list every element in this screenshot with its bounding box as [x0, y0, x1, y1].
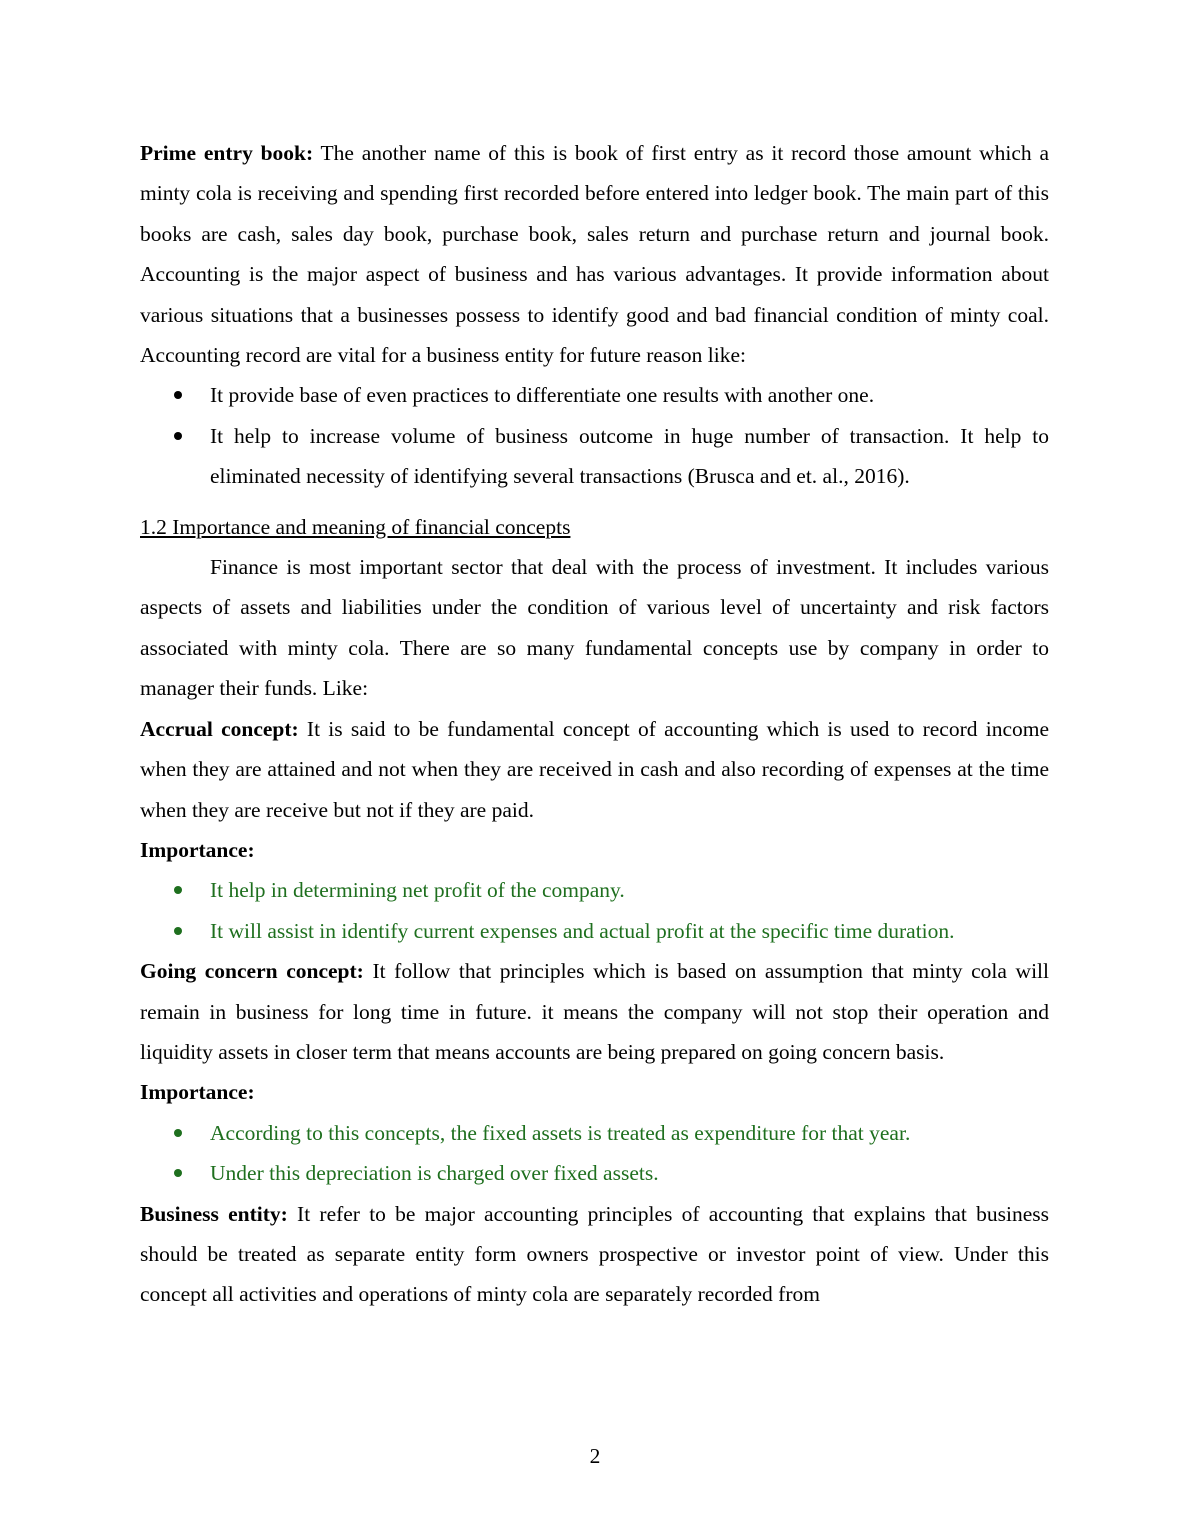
list-item [140, 416, 1049, 497]
going-concern-label: Going concern concept: [140, 959, 364, 984]
bullet-icon [174, 391, 182, 399]
page-number: 2 [589, 1444, 601, 1468]
bullet-icon [174, 1169, 182, 1177]
bullet-icon [174, 927, 182, 935]
list-item-text: It help in determining net profit of the company. [210, 878, 625, 903]
accrual-label: Accrual concept: [140, 716, 299, 741]
section-intro-paragraph: Finance is most important sector that deal with the process of investment. It includes various aspects of assets and liabilities under the condition of various level of uncertainty and risk factors associated with minty cola. There are so many fundamental concepts use by company in order to manager their funds. Like: [140, 555, 1049, 701]
prime-entry-bullet-list [140, 375, 1049, 496]
list-item-text: According to this concepts, the fixed assets is treated as expenditure for that year. [210, 1120, 911, 1145]
accrual-paragraph [140, 709, 1049, 830]
prime-entry-paragraph [140, 133, 1049, 375]
business-entity-label: Business entity: [140, 1201, 288, 1226]
list-item [140, 375, 1049, 415]
going-concern-importance-label: Importance: [140, 1080, 255, 1105]
section-heading: 1.2 Importance and meaning of financial concepts [140, 514, 571, 539]
going-concern-paragraph [140, 951, 1049, 1072]
list-item [140, 911, 1049, 951]
list-item-text: It will assist in identify current expenses and actual profit at the specific time duration. [210, 918, 955, 943]
business-entity-text: It refer to be major accounting principles of accounting that explains that business should be treated as separate entity form owners prospective or investor point of view. Under this concept all activities and operations of minty cola are separately recorded from [140, 1201, 1050, 1307]
accrual-text: It is said to be fundamental concept of accounting which is used to record income when they are attained and not when they are received in cash and also recording of expenses at the time when they are receive but not if they are paid. [140, 716, 1049, 822]
list-item [140, 1113, 1049, 1153]
bullet-icon [174, 432, 182, 440]
bullet-icon [174, 1129, 182, 1137]
going-concern-importance-list [140, 1113, 1049, 1194]
list-item-text: It provide base of even practices to differentiate one results with another one. [210, 383, 875, 408]
prime-entry-text: The another name of this is book of first entry as it record those amount which a minty cola is receiving and spending first recorded before entered into ledger book. The main part of this books are cash, sales day book, purchase book, sales return and purchase return and journal book. Accounting is the major aspect of business and has various advantages. It provide information about various situations that a businesses possess to identify good and bad financial condition of minty coal. Accounting record are vital for a business entity for future reason like: [140, 141, 1049, 368]
going-concern-text: It follow that principles which is based on assumption that minty cola will remain in business for long time in future. it means the company will not stop their operation and liquidity assets in closer term that means accounts are being prepared on going concern basis. [140, 959, 1049, 1064]
list-item-text: Under this depreciation is charged over fixed assets. [210, 1161, 659, 1186]
list-item [140, 1153, 1049, 1193]
list-item [140, 870, 1049, 910]
business-entity-paragraph [140, 1194, 1049, 1315]
list-item-text: It help to increase volume of business outcome in huge number of transaction. It help to eliminated necessity of identifying several transactions (Brusca and et. al., 2016). [210, 423, 1049, 489]
accrual-importance-label: Importance: [140, 837, 255, 862]
prime-entry-label: Prime entry book: [140, 141, 314, 165]
accrual-importance-list [140, 870, 1049, 951]
bullet-icon [174, 886, 182, 894]
document-page [140, 133, 1049, 1315]
